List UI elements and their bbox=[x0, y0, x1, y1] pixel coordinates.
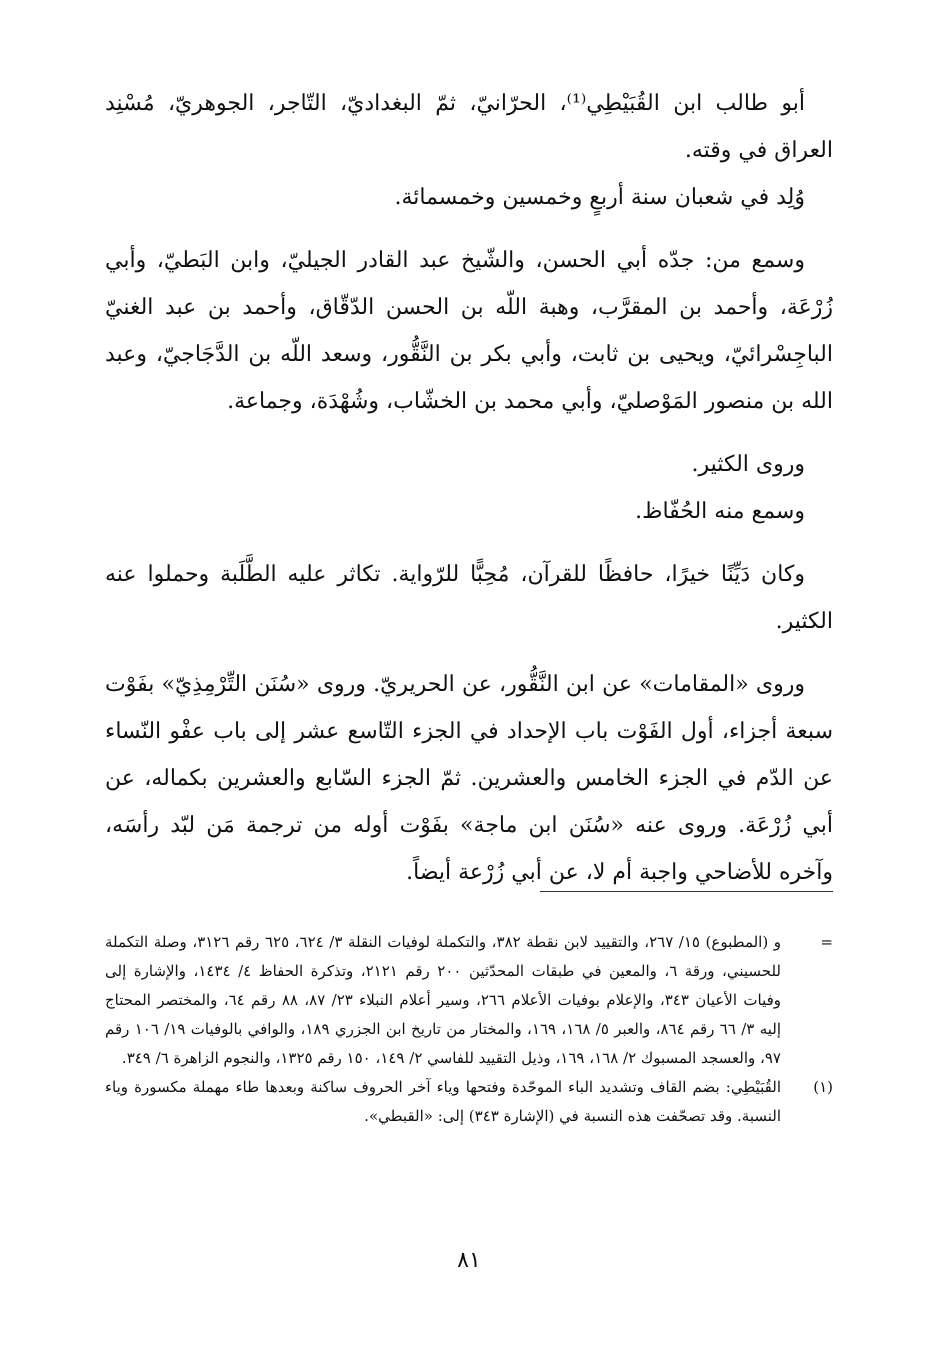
footnote-1 bbox=[105, 1073, 833, 1131]
paragraph-narrated: وروى الكثير. bbox=[691, 452, 805, 477]
paragraph-birth: وُلِد في شعبان سنة أربعٍ وخمسين وخمسمائة. bbox=[394, 185, 805, 210]
footnote-marker: (١) bbox=[813, 1078, 833, 1096]
paragraph-works: وروى «المقامات» عن ابن النَّقُّور، عن الحريريّ. وروى «سُنَن التِّرْمِذِيّ» بفَوْت سبعة أجزاء، أول الفَوْت باب الإحداد في الجزء التّاسع عشر إلى باب عفْو النّساء عن الدّم في الجزء الخامس والعشرين. ثمّ الجزء السّابع والعشرين بكماله، عن أبي زُرْعَة. وروى عنه «سُنَن ابن ماجة» بفَوْت أوله من ترجمة مَن لبّد رأسَه، وآخره للأضاحي واجبة أم لا، عن أبي زُرْعة أيضاً. bbox=[105, 672, 833, 885]
paragraph-name: أبو طالب ابن القُبَيْطِي⁽¹⁾، الحرّانيّ، ثمّ البغداديّ، التّاجر، الجوهريّ، مُسْنِد العراق في وقته. bbox=[105, 91, 833, 163]
page-number: ٨١ bbox=[457, 1248, 481, 1273]
footnote-text: و (المطبوع) ١٥/ ٢٦٧، والتقييد لابن نقطة ٣٨٢، والتكملة لوفيات النقلة ٣/ ٦٢٤، ٦٢٥ رقم ٣١٢٦، وصلة التكملة للحسيني، ورقة ٦، والمعين في طبقات المحدّثين ٢٠٠ رقم ٢١٢١، وتذكرة الحفاظ ٤/ ١٤٣٤، والإشارة إلى وفيات الأعيان ٣٤٣، والإعلام بوفيات الأعلام ٢٦٦، وسير أعلام النبلاء ٢٣/ ٨٧، ٨٨ رقم ٦٤، والمختصر المحتاج إليه ٣/ ٦٦ رقم ٨٦٤، والعبر ٥/ ١٦٨، ١٦٩، والمختار من تاريخ ابن الجزري ١٨٩، والوافي بالوفيات ١٩/ ١٠٦ رقم ٩٧، والعسجد المسبوك ٢/ ١٦٨، ١٦٩، وذيل التقييد للفاسي ٢/ ١٤٩، ١٥٠ رقم ١٣٢٥، والنجوم الزاهرة ٦/ ٣٤٩. bbox=[105, 933, 782, 1067]
footnote-continued bbox=[105, 928, 833, 1073]
paragraph-students: وسمع منه الحُفّاظ. bbox=[635, 499, 805, 524]
footnotes bbox=[105, 928, 833, 1131]
main-text bbox=[105, 80, 833, 896]
footnote-separator bbox=[540, 891, 833, 892]
footnote-marker: = bbox=[820, 933, 833, 951]
footnote-text: القُبَيْطِي: بضم القاف وتشديد الباء الموحّدة وفتحها وياء آخر الحروف ساكنة وبعدها طاء مهملة مكسورة وياء النسبة. وقد تصحّفت هذه النسبة في (الإشارة ٣٤٣) إلى: «القبطي». bbox=[105, 1078, 781, 1125]
paragraph-teachers: وسمع من: جدّه أبي الحسن، والشّيخ عبد القادر الجيليّ، وابن البَطيّ، وأبي زُرْعَة، وأحمد بن المقرَّب، وهبة اللّه بن الحسن الدّقّاق، وأحمد بن عبد الغنيّ الباجِسْرائيّ، ويحيى بن ثابت، وأبي بكر بن النَّقُّور، وسعد اللّه بن الدَّجَاجيّ، وعبد الله بن منصور المَوْصليّ، وأبي محمد بن الخشّاب، وشُهْدَة، وجماعة. bbox=[105, 248, 833, 414]
paragraph-character: وكان دَيِّنًا خيرًا، حافظًا للقرآن، مُحِبًّا للرّواية. تكاثر عليه الطَّلَبة وحملوا عنه الكثير. bbox=[105, 562, 833, 634]
